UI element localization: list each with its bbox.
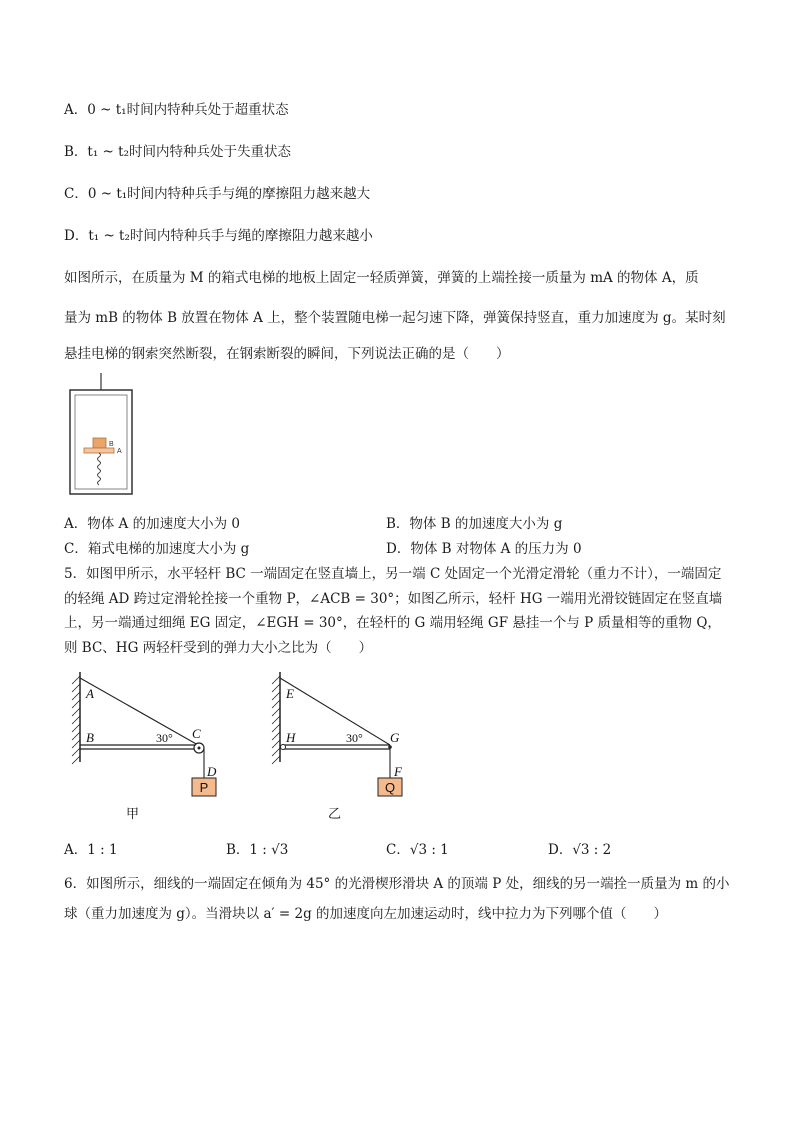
q6-stem-line-2: 球（重力加速度为 g）。当滑块以 a′ = 2g 的加速度向左加速运动时，线中拉力为下列哪个值（ ）: [64, 906, 668, 922]
option-letter: C．: [64, 186, 88, 202]
q4-stem-line-2: 量为 mB 的物体 B 放置在物体 A 上，整个装置随电梯一起匀速下降，弹簧保持竖直，重力加速度为 g。某时刻: [64, 310, 726, 326]
label-b: B: [109, 441, 114, 448]
pulley-axle: [198, 747, 201, 750]
option-text: √3 : 2: [572, 842, 612, 858]
time-range: 0 ~ t₁: [87, 102, 127, 118]
label-a: A: [86, 686, 94, 701]
label-p: P: [199, 780, 209, 795]
q5-stem-line-1: 5．如图甲所示，水平轻杆 BC 一端固定在竖直墙上，另一端 C 处固定一个光滑定滑轮（重力不计），一端固定: [64, 566, 722, 582]
time-range: 0 ~ t₁: [87, 186, 128, 202]
block-a: [84, 448, 114, 453]
angle-label: 30°: [156, 731, 173, 745]
label-a: A: [117, 448, 122, 455]
option-letter: D．: [64, 228, 89, 244]
rope-eg: [280, 678, 390, 745]
q3-option-c: [64, 182, 370, 202]
q4-option-d: [386, 537, 582, 557]
option-text: 时间内特种兵处于超重状态: [126, 102, 289, 118]
label-e: E: [286, 686, 294, 701]
option-text: 箱式电梯的加速度大小为 g: [87, 541, 250, 557]
q6-stem-line-1: 6．如图所示，细线的一端固定在倾角为 45° 的光滑楔形滑块 A 的顶端 P 处，细线的另一端拴一质量为 m 的小: [64, 876, 730, 892]
option-letter: C．: [386, 842, 410, 858]
q5-option-b: [226, 838, 288, 858]
option-text: 时间内特种兵手与绳的摩擦阻力越来越大: [127, 186, 371, 202]
option-text: 1 : 1: [87, 842, 118, 858]
option-letter: D．: [548, 842, 573, 858]
option-letter: B．: [64, 144, 88, 160]
spring: [98, 453, 101, 485]
label-q: Q: [384, 780, 396, 795]
label-g: G: [390, 730, 400, 745]
q4-option-a: [64, 512, 240, 532]
wall-hatch: [72, 676, 80, 764]
option-letter: A．: [64, 516, 88, 532]
figure-yi: [266, 670, 426, 825]
option-text: 1 : √3: [249, 842, 289, 858]
label-c: C: [192, 726, 201, 741]
wall-hatch: [272, 676, 280, 764]
q4-stem-line-1: 如图所示，在质量为 M 的箱式电梯的地板上固定一轻质弹簧，弹簧的上端拴接一质量为 mA 的物体 A，质: [64, 270, 699, 286]
q5-option-a: [64, 838, 118, 858]
option-text: √3 : 1: [409, 842, 449, 858]
q4-stem-line-3: 悬挂电梯的钢索突然断裂，在钢索断裂的瞬间，下列说法正确的是（ ）: [64, 346, 510, 362]
q4-option-b: [386, 512, 562, 532]
option-text: 物体 A 的加速度大小为 0: [87, 516, 240, 532]
option-letter: D．: [386, 541, 411, 557]
option-text: 时间内特种兵处于失重状态: [129, 144, 291, 160]
label-d: D: [207, 764, 217, 779]
time-range: t₁ ~ t₂: [88, 228, 130, 244]
elevator-figure: [66, 373, 136, 497]
q5-option-c: [386, 838, 449, 858]
q5-stem-line-4: 则 BC、HG 两轻杆受到的弹力大小之比为（ ）: [64, 640, 373, 656]
q3-option-d: [64, 224, 373, 244]
q5-stem-line-3: 上，另一端通过细绳 EG 固定，∠EGH = 30°，在轻杆的 G 端用轻绳 GF 悬挂一个与 P 质量相等的重物 Q，: [64, 615, 721, 631]
block-b: [93, 438, 106, 448]
label-b: B: [86, 730, 94, 745]
option-text: 物体 B 对物体 A 的压力为 0: [410, 541, 582, 557]
option-letter: A．: [64, 842, 88, 858]
option-text: 时间内特种兵手与绳的摩擦阻力越来越小: [129, 228, 373, 244]
caption-yi: 乙: [328, 807, 342, 822]
label-f: F: [394, 764, 402, 779]
figure-jia: [66, 670, 226, 825]
option-letter: B．: [386, 516, 410, 532]
option-letter: B．: [226, 842, 250, 858]
q5-stem-line-2: 的轻绳 AD 跨过定滑轮拴接一个重物 P，∠ACB = 30°；如图乙所示，轻杆 HG 一端用光滑铰链固定在竖直墙: [64, 591, 723, 607]
q3-option-b: [64, 140, 291, 160]
q4-option-c: [64, 537, 249, 557]
time-range: t₁ ~ t₂: [87, 144, 129, 160]
rope-ac: [80, 678, 198, 745]
hinge: [281, 745, 286, 750]
angle-label: 30°: [346, 731, 363, 745]
option-letter: A．: [64, 102, 88, 118]
label-h: H: [286, 730, 296, 745]
option-text: 物体 B 的加速度大小为 g: [409, 516, 563, 532]
q3-option-a: [64, 98, 289, 118]
q5-option-d: [548, 838, 611, 858]
caption-jia: 甲: [126, 807, 140, 822]
option-letter: C．: [64, 541, 88, 557]
